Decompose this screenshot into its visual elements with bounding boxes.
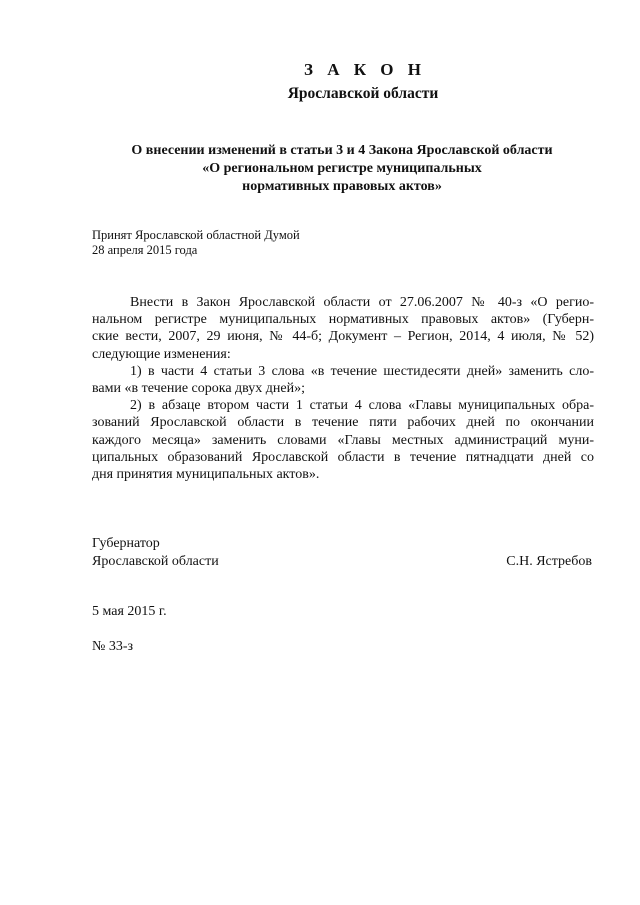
region-heading: Ярославской области	[287, 85, 439, 102]
body-line: ципальных образований Ярославской области в течение пятнадцати дней со	[92, 449, 594, 465]
body-line: следующие изменения:	[92, 346, 231, 362]
signer-position-line2: Ярославской области	[92, 554, 219, 569]
body-line: нальном регистре муниципальных нормативных правовых актов» (Губерн-	[92, 312, 594, 328]
law-number: № 33-з	[92, 639, 134, 654]
signature-row	[92, 553, 592, 571]
signer-position-line1: Губернатор	[92, 536, 160, 551]
body-line: Внести в Закон Ярославской области от 27.06.2007 № 40-з «О регио-	[130, 295, 594, 310]
law-title-line: О внесении изменений в статьи 3 и 4 Закона Ярославской области	[131, 143, 553, 158]
document-type-heading: З А К О Н	[303, 60, 427, 79]
law-body	[92, 294, 594, 483]
adoption-body: Принят Ярославской областной Думой	[92, 228, 300, 242]
law-title	[92, 142, 592, 196]
signature-block	[92, 535, 592, 571]
signer-name: С.Н. Ястребов	[506, 554, 592, 569]
body-line: вами «в течение сорока двух дней»;	[92, 381, 306, 397]
signing-date: 5 мая 2015 г.	[92, 604, 167, 619]
adoption-note	[92, 228, 300, 258]
body-line: ские вести, 2007, 29 июня, № 44-б; Документ – Регион, 2014, 4 июля, № 52)	[92, 329, 594, 345]
law-title-line: «О региональном регистре муниципальных	[202, 161, 482, 176]
body-line: 2) в абзаце втором части 1 статьи 4 слова «Главы муниципальных обра-	[130, 398, 594, 414]
adoption-date: 28 апреля 2015 года	[92, 243, 198, 257]
body-line: дня принятия муниципальных актов».	[92, 467, 320, 483]
body-line: 1) в части 4 статьи 3 слова «в течение шестидесяти дней» заменить сло-	[130, 363, 594, 379]
body-line: зований Ярославской области в течение пяти рабочих дней по окончании	[92, 415, 594, 431]
body-line: каждого месяца» заменить словами «Главы местных администраций муни-	[92, 432, 594, 448]
law-title-line: нормативных правовых актов»	[242, 179, 442, 194]
